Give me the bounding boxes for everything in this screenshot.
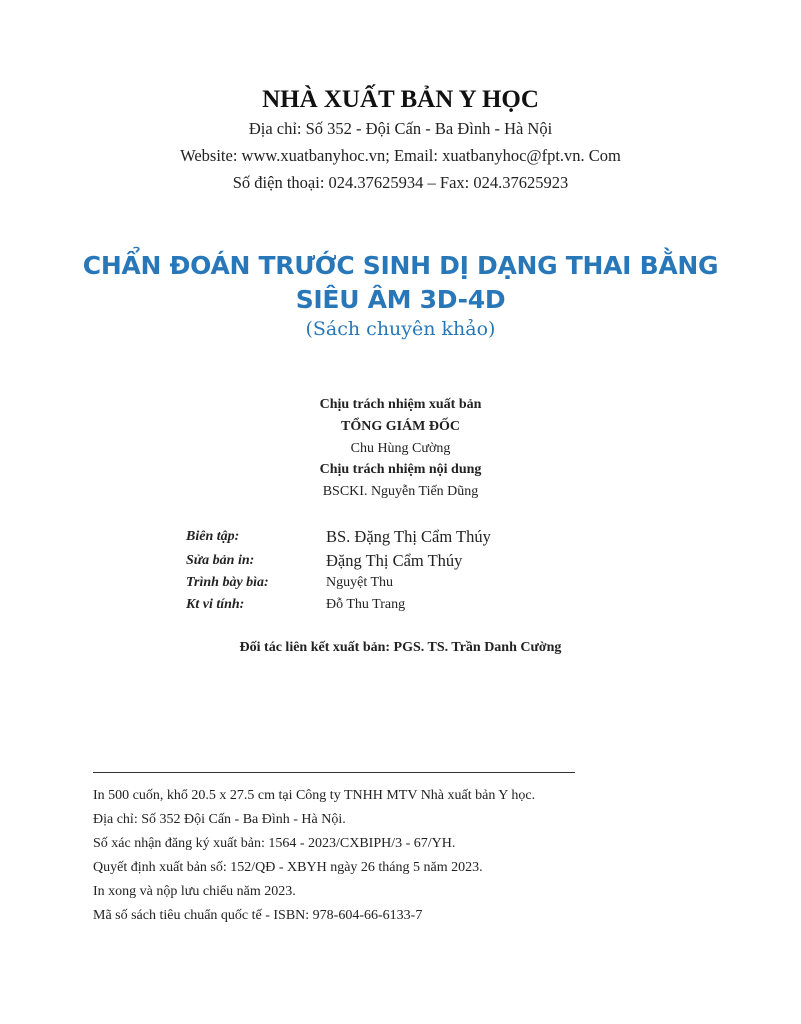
credit-label-proofreader: Sửa bản in:: [186, 553, 255, 568]
credit-value-proofreader: Đặng Thị Cẩm Thúy: [326, 551, 463, 570]
publishing-partner: Đối tác liên kết xuất bản: PGS. TS. Trần Danh Cường: [239, 640, 562, 655]
credit-value-typesetting: Đỗ Thu Trang: [326, 597, 406, 612]
content-responsibility-label: Chịu trách nhiệm nội dung: [319, 462, 482, 477]
credit-value-editor: BS. Đặng Thị Cẩm Thúy: [326, 527, 491, 546]
publisher-address: Địa chỉ: Số 352 - Đội Cấn - Ba Đình - Hà Nội: [248, 119, 553, 138]
colophon-deposit: In xong và nộp lưu chiểu năm 2023.: [93, 884, 296, 899]
book-subtitle: (Sách chuyên khảo): [305, 318, 496, 340]
book-title-line2: SIÊU ÂM 3D-4D: [295, 285, 506, 314]
colophon-divider: [93, 772, 575, 773]
publisher-website: Website: www.xuatbanyhoc.vn; Email: xuatbanyhoc@fpt.vn. Com: [180, 146, 621, 165]
publisher-name: NHÀ XUẤT BẢN Y HỌC: [262, 86, 539, 113]
credit-label-editor: Biên tập:: [186, 529, 240, 544]
credit-value-cover-design: Nguyệt Thu: [326, 575, 394, 590]
credit-label-cover-design: Trình bày bìa:: [186, 575, 269, 590]
colophon-isbn: Mã số sách tiêu chuẩn quốc tế - ISBN: 978-604-66-6133-7: [93, 908, 423, 923]
publisher-phone: Số điện thoại: 024.37625934 – Fax: 024.37625923: [232, 173, 569, 192]
content-responsible-name: BSCKI. Nguyễn Tiến Dũng: [322, 484, 479, 499]
director-name: Chu Hùng Cường: [350, 441, 451, 456]
colophon-address: Địa chỉ: Số 352 Đội Cấn - Ba Đình - Hà Nội.: [93, 812, 346, 827]
colophon-decision: Quyết định xuất bản số: 152/QĐ - XBYH ngày 26 tháng 5 năm 2023.: [93, 860, 483, 875]
book-title-line1: CHẨN ĐOÁN TRƯỚC SINH DỊ DẠNG THAI BẰNG: [82, 251, 719, 280]
credit-label-typesetting: Kt vi tính:: [186, 597, 245, 612]
publishing-responsibility-label: Chịu trách nhiệm xuất bản: [319, 397, 482, 412]
director-title: TỔNG GIÁM ĐỐC: [341, 419, 460, 434]
colophon-print-run: In 500 cuốn, khổ 20.5 x 27.5 cm tại Công ty TNHH MTV Nhà xuất bản Y học.: [93, 788, 536, 803]
colophon-registration: Số xác nhận đăng ký xuất bản: 1564 - 2023/CXBIPH/3 - 67/YH.: [93, 836, 456, 851]
